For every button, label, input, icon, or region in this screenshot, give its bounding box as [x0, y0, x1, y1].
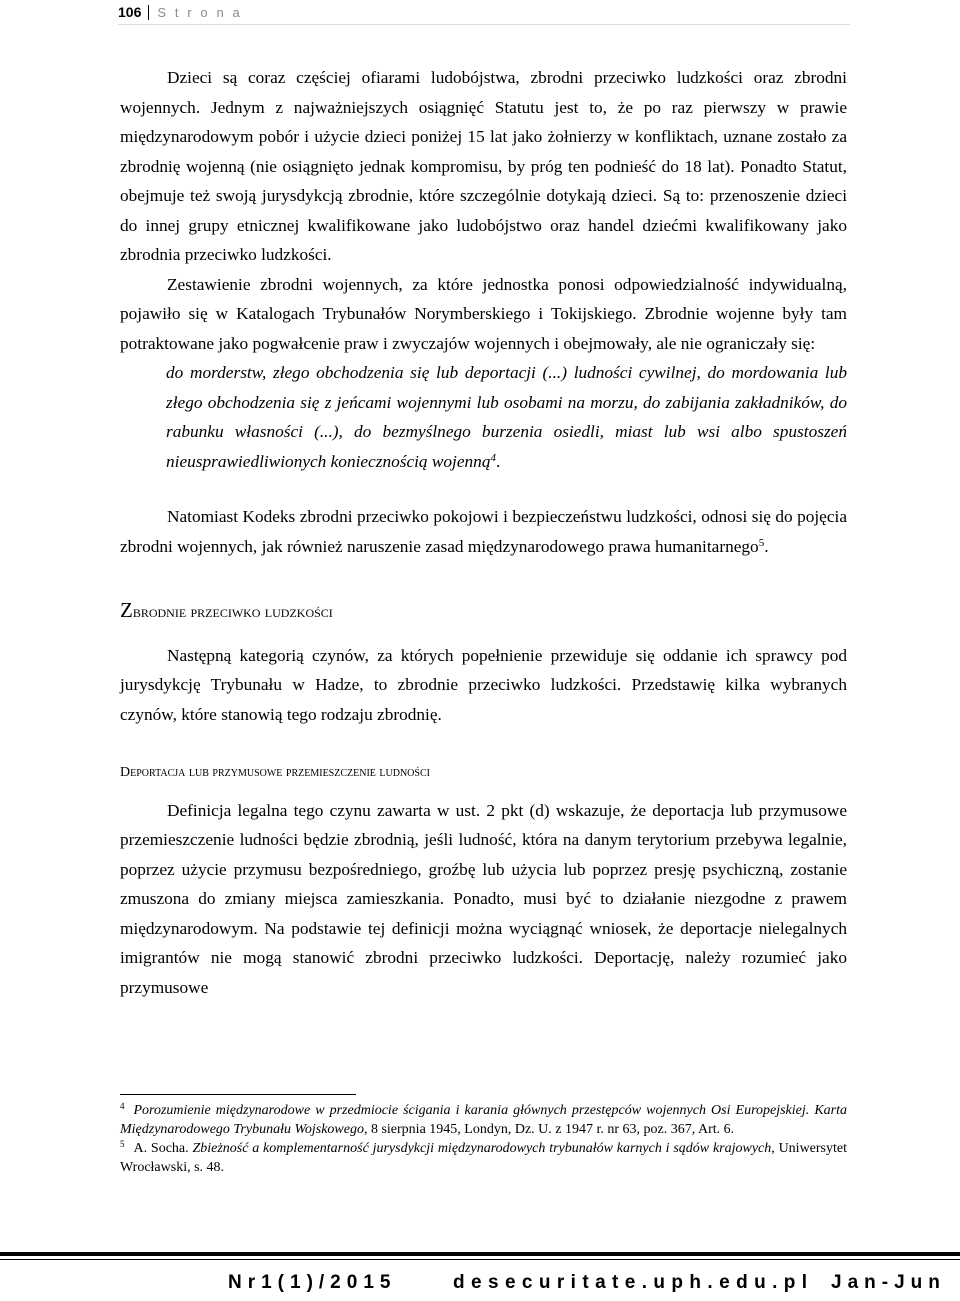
block-quote — [166, 358, 847, 476]
paragraph-deportation-definition: Definicja legalna tego czynu zawarta w ust. 2 pkt (d) wskazuje, że deportacja lub przymusowe przemieszczenie ludności będzie zbrodnią, jeśli ludność, która na danym terytorium przebywa legalnie, poprzez użycie przymusu bezpośredniego, groźbę lub użycia lub poprzez presję psychiczną, zostanie zmuszona do zmiany miejsca zamieszkania. Ponadto, musi być to działanie niezgodne z prawem międzynarodowym. Na podstawie tej definicji można wyciągnąć wniosek, że deportacje nielegalnych imigrantów nie mogą stanowić zbrodni przeciwko ludzkości. Deportację, należy rozumieć jako przymusowe — [120, 800, 847, 997]
page-footer — [0, 1252, 960, 1301]
footnote-5 — [120, 1139, 847, 1177]
footnote-divider — [120, 1094, 356, 1095]
footer-issue: Nr1(1)/2015 — [228, 1272, 397, 1293]
subsection-heading-deportation — [120, 758, 847, 788]
footnote-4-title: Porozumienie międzynarodowe w przedmiocie ścigania i karania głównych przestępców wojennych Osi Europejskiej. Karta Międzynarodowego Trybunału Wojskowego — [120, 1103, 847, 1137]
heading-initial: Z — [120, 598, 133, 622]
article-body — [120, 63, 847, 1002]
footnote-5-author: A. Socha. — [133, 1141, 193, 1156]
footnote-ref-5: 5 — [758, 536, 765, 549]
footnote-4-mark: 4 — [120, 1101, 125, 1111]
paragraph-war-crimes-catalog: Zestawienie zbrodni wojennych, za które jednostka ponosi odpowiedzialność indywidualną, pojawiło się w Katalogach Trybunałów Norymberskiego i Tokijskiego. Zbrodnie wojenne były tam potraktowane jako pogwałcenie praw i zwyczajów wojennych i obejmowały, ale nie ograniczały się: — [120, 274, 847, 353]
footnote-4-citation: , 8 sierpnia 1945, Londyn, Dz. U. z 1947 r. nr 63, poz. 367, Art. 6. — [363, 1122, 735, 1137]
footer-band — [0, 1259, 960, 1301]
footnote-ref-4: 4 — [490, 451, 496, 464]
paragraph-code-of-crimes — [120, 502, 847, 561]
page-header — [118, 0, 850, 25]
section-heading-crimes-against-humanity — [120, 596, 847, 627]
footnotes — [120, 1101, 847, 1177]
heading-rest: brodnie przeciwko ludzkości — [132, 602, 333, 621]
paragraph-code-text: Natomiast Kodeks zbrodni przeciwko pokojowi i bezpieczeństwu ludzkości, odnosi się do pojęcia zbrodni wojennych, jak również naruszenie zasad międzynarodowego prawa humanitarnego — [120, 507, 847, 556]
quote-end: . — [495, 451, 501, 471]
quote-text: do morderstw, złego obchodzenia się lub deportacji (...) ludności cywilnej, do mordowania lub złego obchodzenia się z jeńcami wojennymi lub osobami na morzu, do zabijania zakładników, do rabunku własności (...), do bezmyślnego burzenia osiedli, miast lub wsi albo spustoszeń nieusprawiedliwionych koniecznością wojenną — [166, 363, 847, 471]
footer-website: desecuritate.uph.edu.pl — [453, 1272, 814, 1293]
footer-period: Jan-Jun — [831, 1272, 946, 1293]
footnote-5-mark: 5 — [120, 1139, 125, 1149]
paragraph-children-victims: Dzieci są coraz częściej ofiarami ludobójstwa, zbrodni przeciwko ludzkości oraz zbrodni wojennych. Jednym z najważniejszych osiągnięć Statutu jest to, że po raz pierwszy w prawie międzynarodowym pobór i użycie dzieci poniżej 15 lat jako żołnierzy w konfliktach, uznane zostało za zbrodnię wojenną (nie osiągnięto jednak kompromisu, by próg ten podnieść do 18 lat). Ponadto Statut, obejmuje też swoją jurysdykcją zbrodnie, które szczególnie dotykają dzieci. Są to: przenoszenie dzieci do innej grupy etnicznej kwalifikowane jako ludobójstwo oraz handel dziećmi kwalifikowany jako zbrodnia przeciwko ludzkości. — [120, 68, 847, 264]
subheading-initial: D — [120, 765, 131, 780]
paragraph-code-end: . — [764, 536, 769, 556]
footnote-5-title: Zbieżność a komplementarność jurysdykcji międzynarodowych trybunałów karnych i sądów krajowych — [192, 1141, 772, 1156]
header-separator — [148, 5, 149, 20]
page-number: 106 — [118, 4, 142, 20]
footnote-4 — [120, 1101, 847, 1139]
page-word: S t r o n a — [157, 4, 243, 20]
paragraph-next-category: Następną kategorią czynów, za których popełnienie przewiduje się oddanie ich sprawcy pod jurysdykcję Trybunału w Hadze, to zbrodnie przeciwko ludzkości. Przedstawię kilka wybranych czynów, które stanowią tego rodzaju zbrodnię. — [120, 645, 847, 724]
subheading-rest: eportacja lub przymusowe przemieszczenie ludności — [130, 765, 430, 780]
footnote-5-citation: , Uniwersytet Wrocławski, s. 48. — [120, 1141, 847, 1175]
